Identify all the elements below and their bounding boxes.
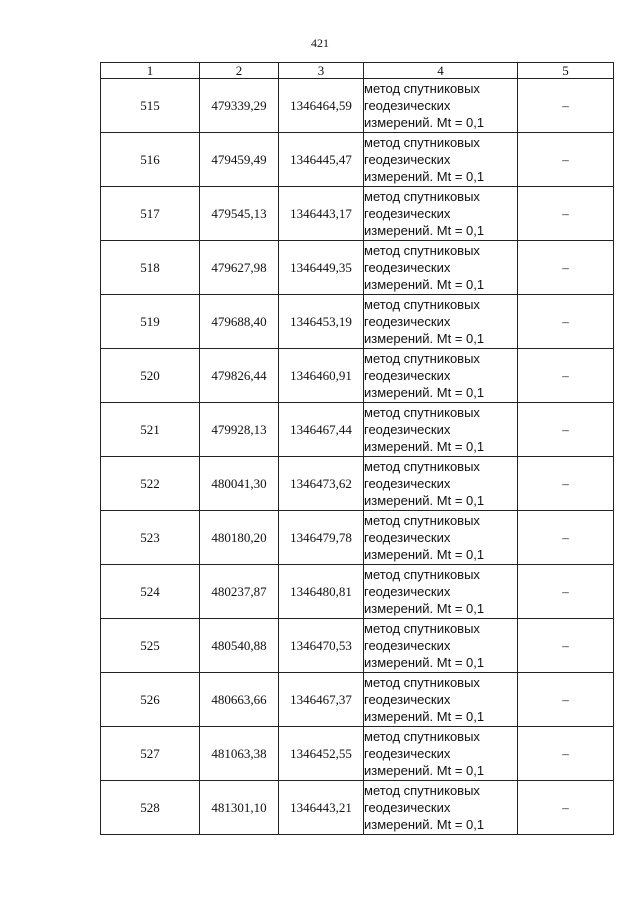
table-row <box>101 79 614 133</box>
y-coordinate-cell: 1346460,91 <box>279 349 364 403</box>
method-cell <box>364 187 518 241</box>
method-line-3: измерений. Mt = 0,1 <box>364 601 485 616</box>
method-line-2: геодезических <box>364 368 451 383</box>
table-row <box>101 673 614 727</box>
x-coordinate-cell: 481063,38 <box>200 727 279 781</box>
method-line-2: геодезических <box>364 206 451 221</box>
method-cell <box>364 403 518 457</box>
point-number-cell: 526 <box>101 673 200 727</box>
note-cell: – <box>518 511 614 565</box>
y-coordinate-cell: 1346473,62 <box>279 457 364 511</box>
table-row <box>101 187 614 241</box>
note-cell: – <box>518 403 614 457</box>
note-cell: – <box>518 241 614 295</box>
x-coordinate-cell: 479688,40 <box>200 295 279 349</box>
y-coordinate-cell: 1346443,17 <box>279 187 364 241</box>
method-line-3: измерений. Mt = 0,1 <box>364 817 485 832</box>
method-cell <box>364 781 518 835</box>
y-coordinate-cell: 1346470,53 <box>279 619 364 673</box>
x-coordinate-cell: 479826,44 <box>200 349 279 403</box>
method-line-2: геодезических <box>364 584 451 599</box>
point-number-cell: 522 <box>101 457 200 511</box>
y-coordinate-cell: 1346449,35 <box>279 241 364 295</box>
method-cell <box>364 133 518 187</box>
note-cell: – <box>518 781 614 835</box>
point-number-cell: 515 <box>101 79 200 133</box>
method-line-2: геодезических <box>364 152 451 167</box>
method-cell <box>364 79 518 133</box>
method-line-1: метод спутниковых <box>364 405 480 420</box>
note-cell: – <box>518 79 614 133</box>
method-cell <box>364 673 518 727</box>
table-row <box>101 403 614 457</box>
method-line-1: метод спутниковых <box>364 135 480 150</box>
method-line-3: измерений. Mt = 0,1 <box>364 331 485 346</box>
x-coordinate-cell: 480041,30 <box>200 457 279 511</box>
method-line-2: геодезических <box>364 638 451 653</box>
header-row <box>101 63 614 79</box>
point-number-cell: 517 <box>101 187 200 241</box>
x-coordinate-cell: 480540,88 <box>200 619 279 673</box>
header-col-3: 3 <box>279 63 364 79</box>
method-cell <box>364 295 518 349</box>
method-line-2: геодезических <box>364 692 451 707</box>
note-cell: – <box>518 673 614 727</box>
point-number-cell: 525 <box>101 619 200 673</box>
x-coordinate-cell: 479928,13 <box>200 403 279 457</box>
note-cell: – <box>518 565 614 619</box>
note-cell: – <box>518 349 614 403</box>
note-cell: – <box>518 727 614 781</box>
table-header <box>101 63 614 79</box>
method-cell <box>364 241 518 295</box>
point-number-cell: 524 <box>101 565 200 619</box>
method-line-2: геодезических <box>364 800 451 815</box>
table-row <box>101 349 614 403</box>
table-body <box>101 79 614 835</box>
method-cell <box>364 727 518 781</box>
method-cell <box>364 511 518 565</box>
method-line-3: измерений. Mt = 0,1 <box>364 385 485 400</box>
method-line-1: метод спутниковых <box>364 459 480 474</box>
method-line-2: геодезических <box>364 530 451 545</box>
note-cell: – <box>518 133 614 187</box>
method-line-3: измерений. Mt = 0,1 <box>364 223 485 238</box>
point-number-cell: 516 <box>101 133 200 187</box>
point-number-cell: 527 <box>101 727 200 781</box>
note-cell: – <box>518 619 614 673</box>
y-coordinate-cell: 1346445,47 <box>279 133 364 187</box>
header-col-5: 5 <box>518 63 614 79</box>
note-cell: – <box>518 295 614 349</box>
point-number-cell: 528 <box>101 781 200 835</box>
method-line-2: геодезических <box>364 746 451 761</box>
y-coordinate-cell: 1346480,81 <box>279 565 364 619</box>
page-number: 421 <box>311 36 329 50</box>
method-line-2: геодезических <box>364 98 451 113</box>
method-line-1: метод спутниковых <box>364 513 480 528</box>
method-line-2: геодезических <box>364 314 451 329</box>
x-coordinate-cell: 480237,87 <box>200 565 279 619</box>
point-number-cell: 523 <box>101 511 200 565</box>
header-col-2: 2 <box>200 63 279 79</box>
method-line-3: измерений. Mt = 0,1 <box>364 547 485 562</box>
method-line-2: геодезических <box>364 476 451 491</box>
y-coordinate-cell: 1346452,55 <box>279 727 364 781</box>
table-row <box>101 457 614 511</box>
y-coordinate-cell: 1346467,37 <box>279 673 364 727</box>
method-line-3: измерений. Mt = 0,1 <box>364 439 485 454</box>
method-line-1: метод спутниковых <box>364 243 480 258</box>
header-col-4: 4 <box>364 63 518 79</box>
y-coordinate-cell: 1346464,59 <box>279 79 364 133</box>
method-line-1: метод спутниковых <box>364 621 480 636</box>
x-coordinate-cell: 479459,49 <box>200 133 279 187</box>
method-line-3: измерений. Mt = 0,1 <box>364 763 485 778</box>
table-row <box>101 727 614 781</box>
x-coordinate-cell: 481301,10 <box>200 781 279 835</box>
table-row <box>101 511 614 565</box>
x-coordinate-cell: 479545,13 <box>200 187 279 241</box>
x-coordinate-cell: 479339,29 <box>200 79 279 133</box>
method-cell <box>364 619 518 673</box>
method-line-2: геодезических <box>364 422 451 437</box>
method-cell <box>364 457 518 511</box>
header-col-1: 1 <box>101 63 200 79</box>
method-line-1: метод спутниковых <box>364 675 480 690</box>
method-line-2: геодезических <box>364 260 451 275</box>
method-line-3: измерений. Mt = 0,1 <box>364 277 485 292</box>
method-cell <box>364 565 518 619</box>
table-row <box>101 133 614 187</box>
method-line-1: метод спутниковых <box>364 81 480 96</box>
point-number-cell: 519 <box>101 295 200 349</box>
point-number-cell: 521 <box>101 403 200 457</box>
x-coordinate-cell: 480663,66 <box>200 673 279 727</box>
method-cell <box>364 349 518 403</box>
method-line-3: измерений. Mt = 0,1 <box>364 709 485 724</box>
method-line-3: измерений. Mt = 0,1 <box>364 169 485 184</box>
point-number-cell: 520 <box>101 349 200 403</box>
y-coordinate-cell: 1346467,44 <box>279 403 364 457</box>
x-coordinate-cell: 480180,20 <box>200 511 279 565</box>
method-line-1: метод спутниковых <box>364 729 480 744</box>
note-cell: – <box>518 187 614 241</box>
note-cell: – <box>518 457 614 511</box>
method-line-1: метод спутниковых <box>364 567 480 582</box>
method-line-1: метод спутниковых <box>364 189 480 204</box>
y-coordinate-cell: 1346443,21 <box>279 781 364 835</box>
table-row <box>101 295 614 349</box>
table-row <box>101 619 614 673</box>
coordinates-table <box>100 62 614 835</box>
method-line-3: измерений. Mt = 0,1 <box>364 493 485 508</box>
x-coordinate-cell: 479627,98 <box>200 241 279 295</box>
table-row <box>101 565 614 619</box>
y-coordinate-cell: 1346453,19 <box>279 295 364 349</box>
table-row <box>101 781 614 835</box>
method-line-1: метод спутниковых <box>364 351 480 366</box>
method-line-1: метод спутниковых <box>364 783 480 798</box>
point-number-cell: 518 <box>101 241 200 295</box>
method-line-3: измерений. Mt = 0,1 <box>364 115 485 130</box>
method-line-3: измерений. Mt = 0,1 <box>364 655 485 670</box>
method-line-1: метод спутниковых <box>364 297 480 312</box>
table-row <box>101 241 614 295</box>
y-coordinate-cell: 1346479,78 <box>279 511 364 565</box>
